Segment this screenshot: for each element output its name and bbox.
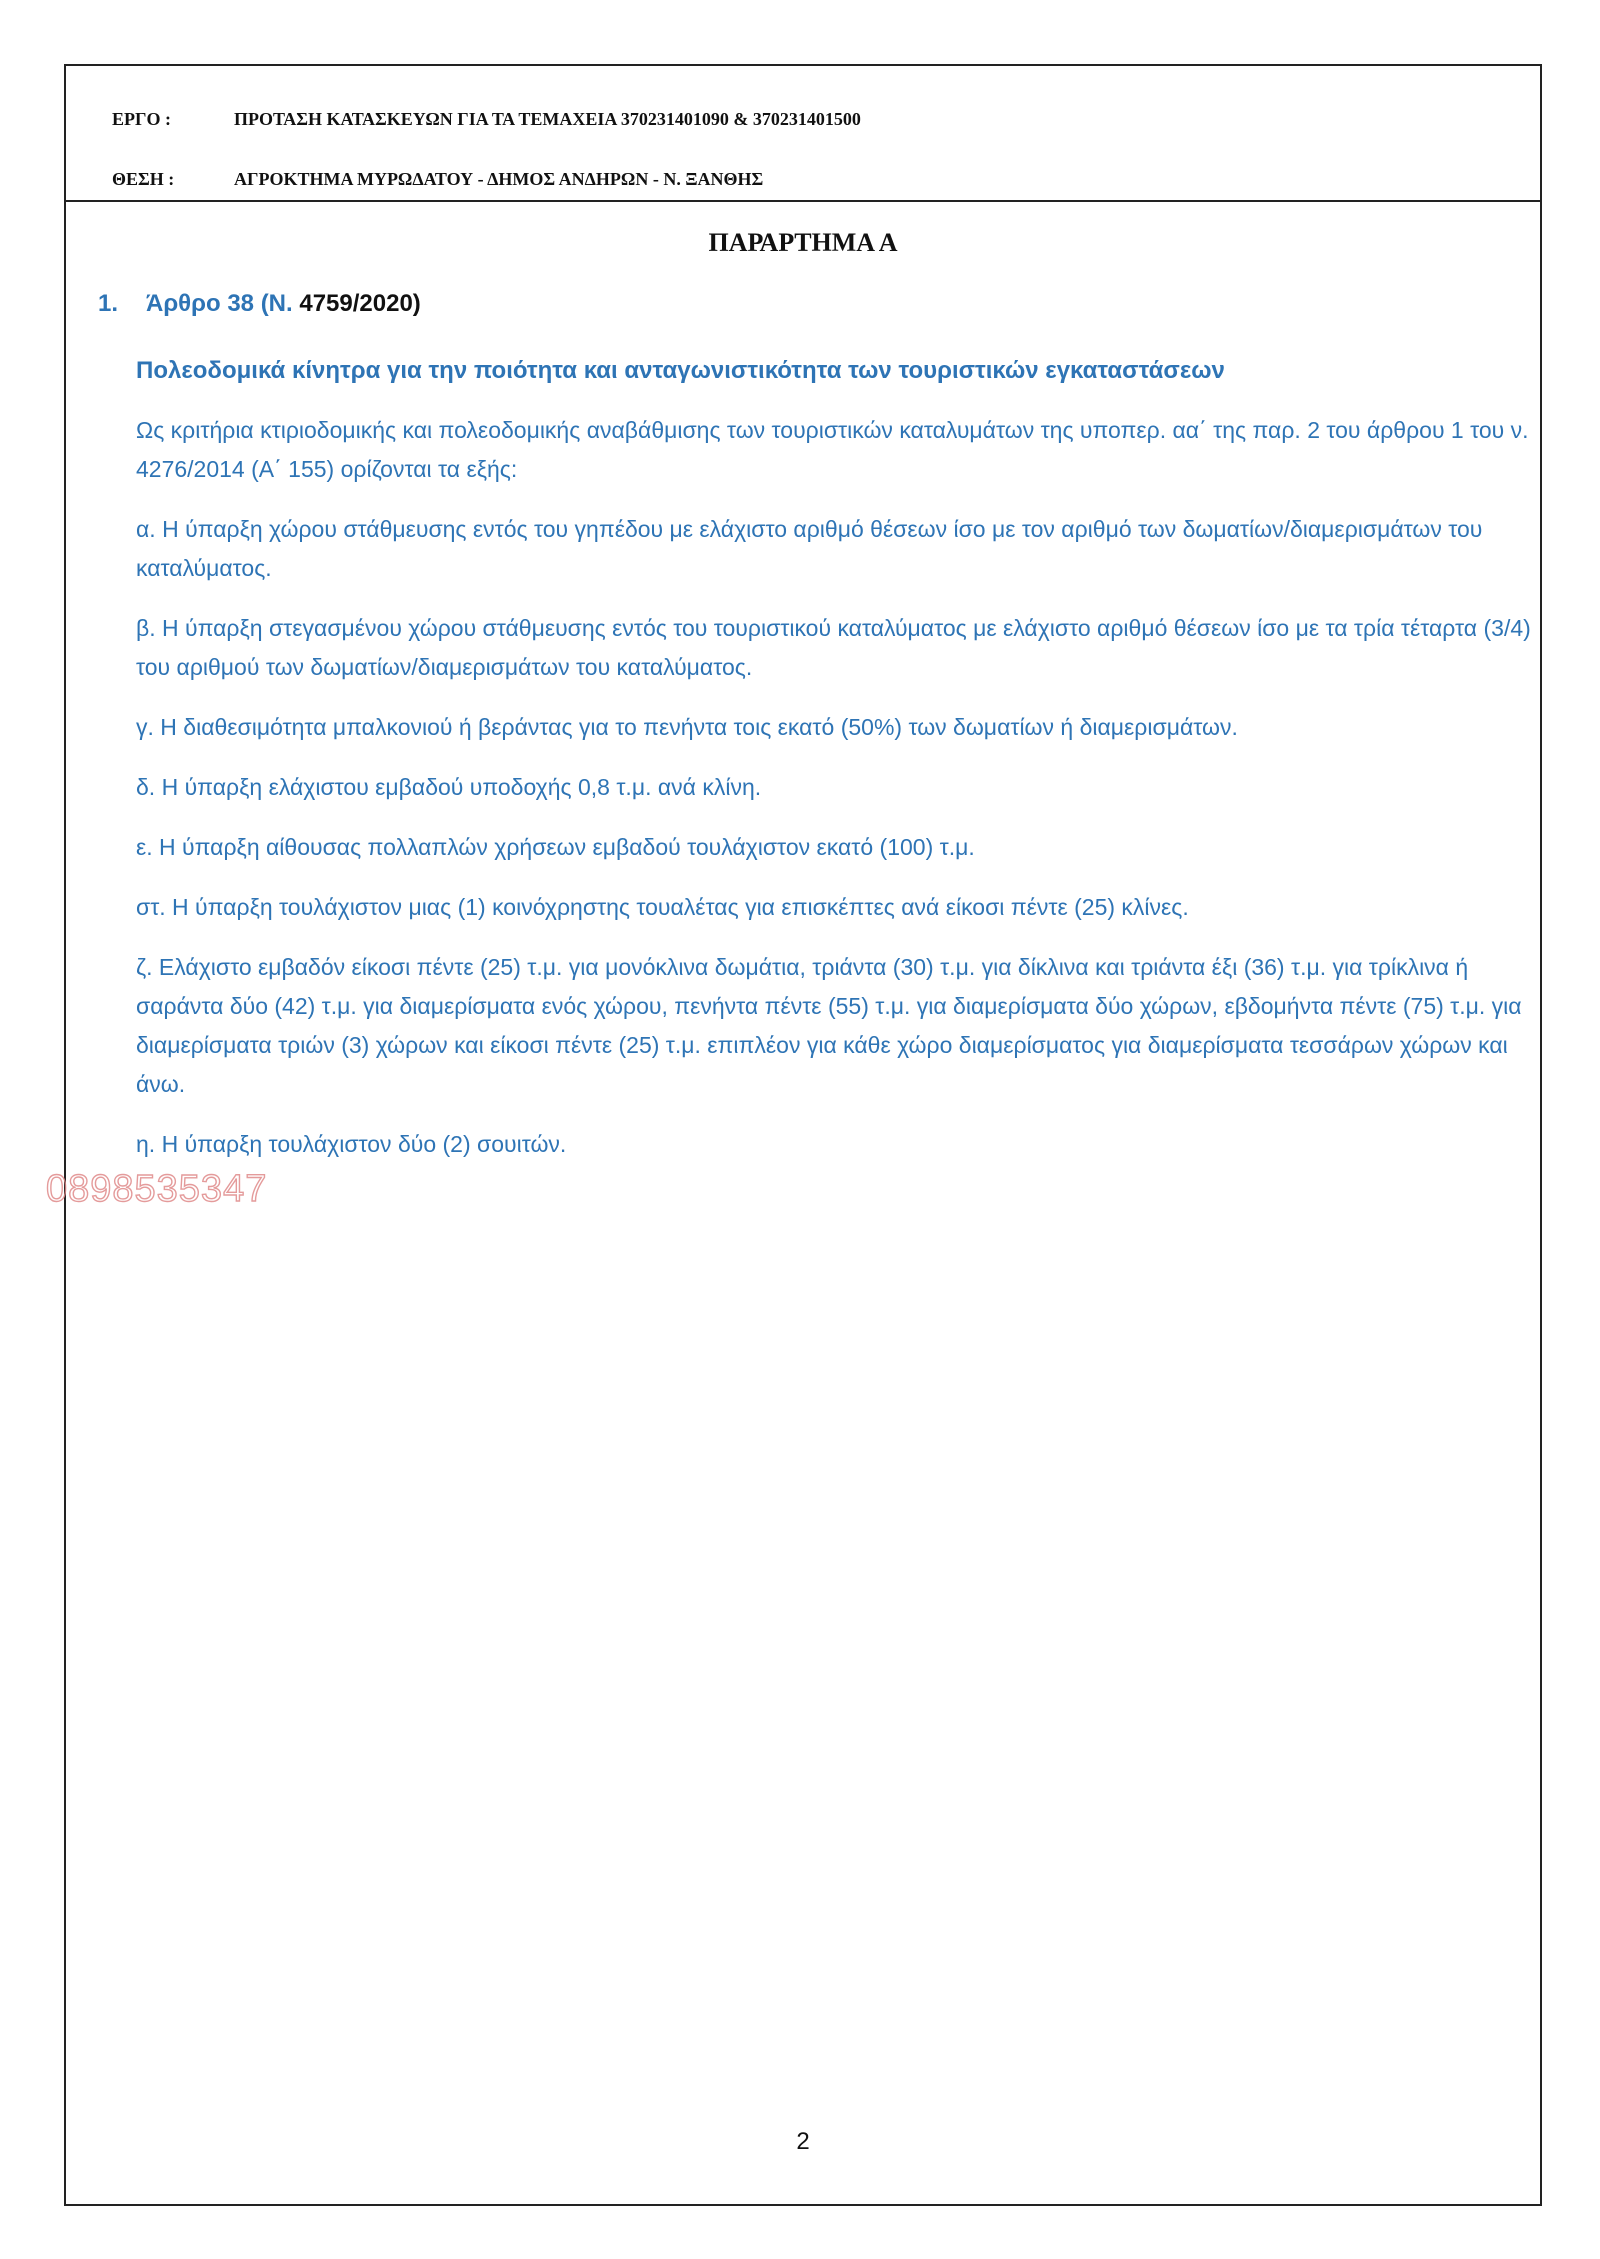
criterion-item: ε. Η ύπαρξη αίθουσας πολλαπλών χρήσεων εμβαδού τουλάχιστον εκατό (100) τ.μ. xyxy=(136,834,975,860)
section-number: 1. xyxy=(98,290,119,317)
criterion-item: β. Η ύπαρξη στεγασμένου χώρου στάθμευσης εντός του τουριστικού καταλύματος με ελάχιστο αριθμό θέσεων ίσο με τα τρία τέταρτα (3/4) του αριθμού των δωματίων/διαμερισμάτων του καταλύματος. xyxy=(136,615,1531,680)
intro-paragraph: Ως κριτήρια κτιριοδομικής και πολεοδομικής αναβάθμισης των τουριστικών καταλυμάτων της υποπερ. αα΄ της παρ. 2 του άρθρου 1 του ν. 4276/2014 (Α΄ 155) ορίζονται τα εξής: xyxy=(136,417,1529,482)
law-number: 4759/2020) xyxy=(299,290,421,317)
document-header xyxy=(66,66,1540,202)
project-label: ΕΡΓΟ : xyxy=(112,109,171,129)
section-content xyxy=(136,351,1536,1185)
criterion-item: η. Η ύπαρξη τουλάχιστον δύο (2) σουιτών. xyxy=(136,1131,567,1157)
project-value: ΠΡΟΤΑΣΗ ΚΑΤΑΣΚΕΥΩΝ ΓΙΑ ΤΑ ΤΕΜΑΧΕΙΑ 370231401090 & 370231401500 xyxy=(234,109,861,129)
section-heading xyxy=(98,290,421,318)
location-label: ΘΕΣΗ : xyxy=(112,169,175,189)
section-subtitle: Πολεοδομικά κίνητρα για την ποιότητα και ανταγωνιστικότητα των τουριστικών εγκαταστάσεων xyxy=(136,357,1225,384)
criterion-item: α. Η ύπαρξη χώρου στάθμευσης εντός του γηπέδου με ελάχιστο αριθμό θέσεων ίσο με τον αριθμό των δωματίων/διαμερισμάτων του καταλύματος. xyxy=(136,516,1483,581)
criterion-item: γ. Η διαθεσιμότητα μπαλκονιού ή βεράντας για το πενήντα τοις εκατό (50%) των δωματίων ή διαμερισμάτων. xyxy=(136,714,1238,740)
page-number: 2 xyxy=(796,2128,810,2155)
criterion-item: ζ. Ελάχιστο εμβαδόν είκοσι πέντε (25) τ.μ. για μονόκλινα δωμάτια, τριάντα (30) τ.μ. για δίκλινα και τριάντα έξι (36) τ.μ. για τρίκλινα ή σαράντα δύο (42) τ.μ. για διαμερίσματα ενός χώρου, πενήντα πέντε (55) τ.μ. για διαμερίσματα δύο χώρων, εβδομήντα πέντε (75) τ.μ. για διαμερίσματα τριών (3) χώρων και είκοσι πέντε (25) τ.μ. επιπλέον για κάθε χώρο διαμερίσματος για διαμερίσματα τεσσάρων χώρων και άνω. xyxy=(136,954,1522,1097)
phone-watermark: 0898535347 xyxy=(46,1168,268,1210)
page-frame xyxy=(46,64,1542,2206)
project-row xyxy=(112,109,861,130)
criterion-item: δ. Η ύπαρξη ελάχιστου εμβαδού υποδοχής 0,8 τ.μ. ανά κλίνη. xyxy=(136,774,762,800)
location-row xyxy=(112,169,763,190)
location-value: ΑΓΡΟΚΤΗΜΑ ΜΥΡΩΔΑΤΟΥ - ΔΗΜΟΣ ΑΝΔΗΡΩΝ - Ν. ΞΑΝΘΗΣ xyxy=(234,169,764,189)
article-prefix: Άρθρο 38 (Ν. xyxy=(146,290,293,317)
annex-title: ΠΑΡΑΡΤΗΜΑ Α xyxy=(708,228,898,257)
criterion-item: στ. Η ύπαρξη τουλάχιστον μιας (1) κοινόχρηστης τουαλέτας για επισκέπτες ανά είκοσι πέντε (25) κλίνες. xyxy=(136,894,1189,920)
